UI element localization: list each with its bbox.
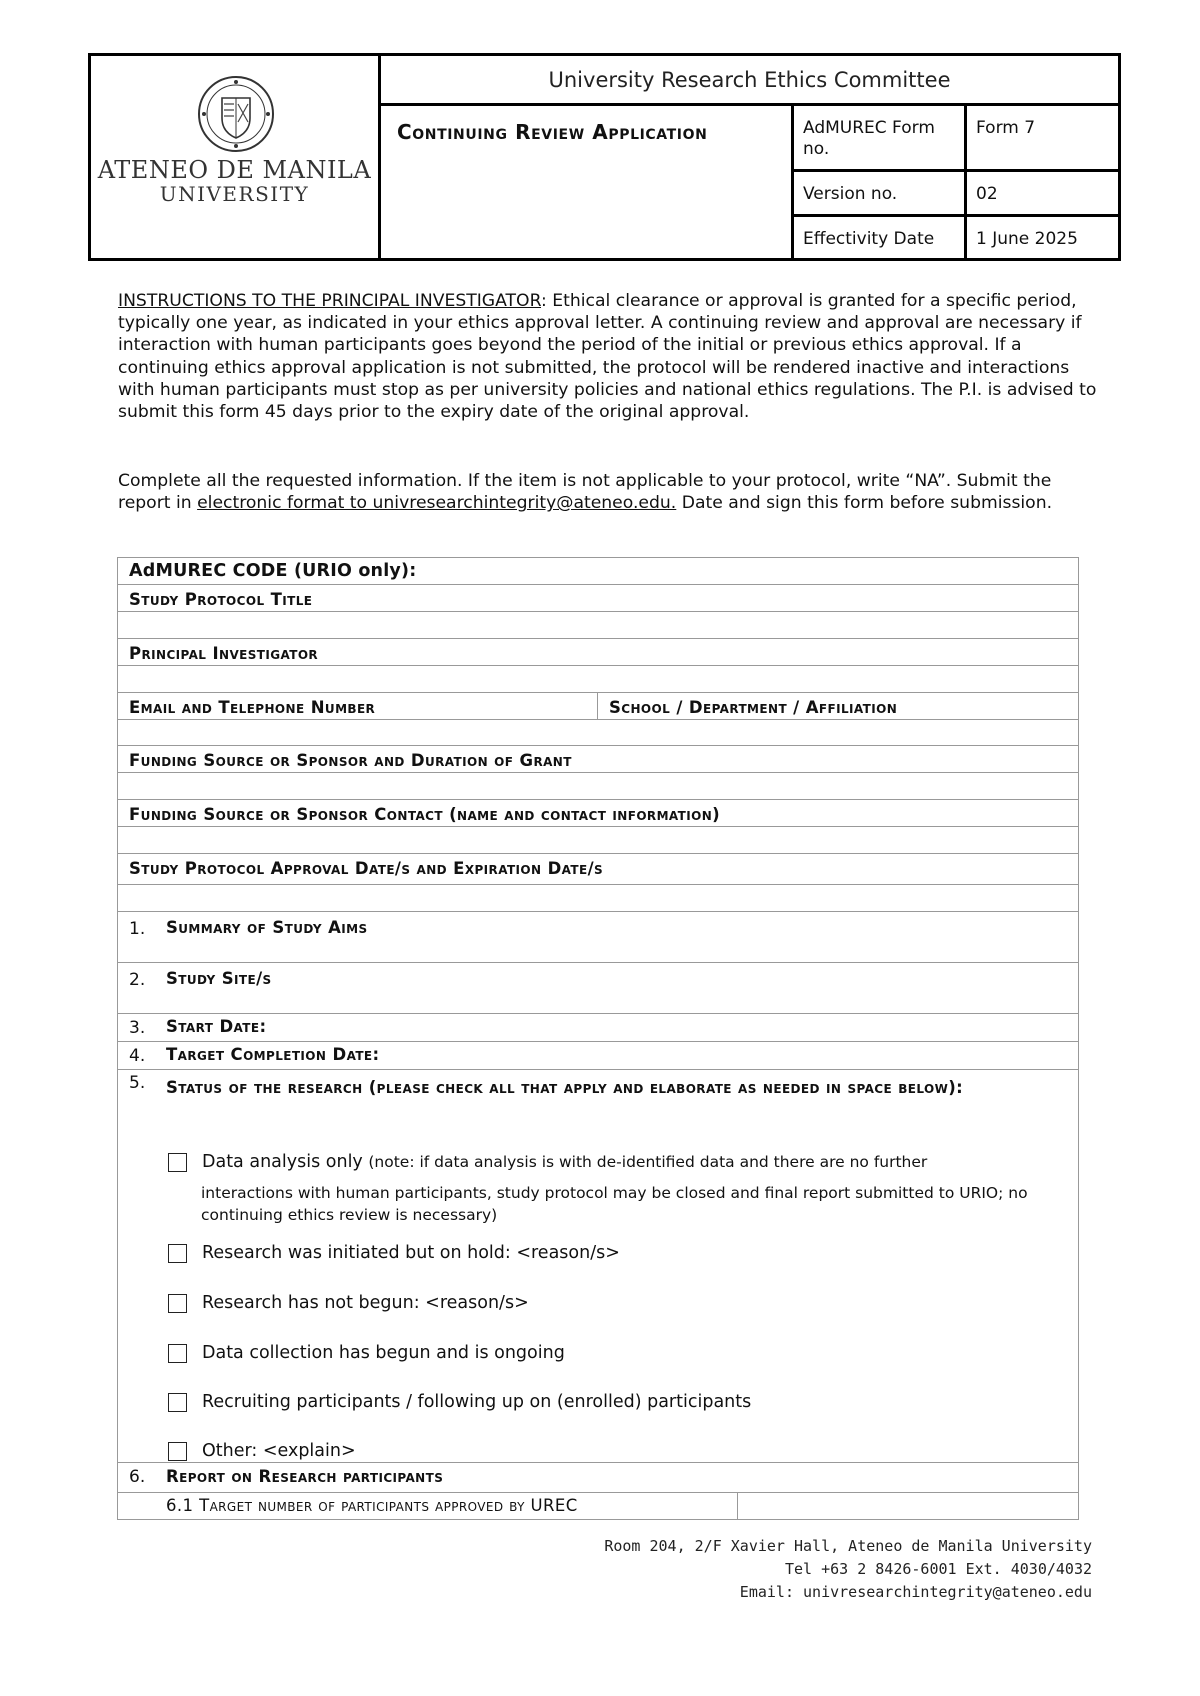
item-6-1-input[interactable] <box>738 1493 1078 1519</box>
university-subtitle: UNIVERSITY <box>159 182 310 206</box>
review-form-table <box>117 557 1079 1520</box>
submission-text-end: Date and sign this form before submission. <box>676 493 1053 514</box>
form-header <box>88 53 1121 261</box>
pi-input[interactable] <box>118 666 1078 693</box>
university-seal-icon <box>196 74 276 154</box>
form-no-label: AdMUREC Form no. <box>794 106 967 169</box>
footer-address: Room 204, 2/F Xavier Hall, Ateneo de Manila University <box>604 1537 1092 1555</box>
item-label: Summary of Study Aims <box>166 918 368 937</box>
effectivity-row <box>794 217 1118 258</box>
school-cell <box>598 693 1078 719</box>
checkbox[interactable] <box>168 1393 187 1412</box>
checkbox[interactable] <box>168 1244 187 1263</box>
admurec-code-label: AdMUREC CODE (URIO only): <box>129 561 417 581</box>
option-note-continued: interactions with human participants, study protocol may be closed and final report submitted to URIO; no continuing ethics review is necessary) <box>201 1184 1028 1224</box>
footer-telephone: Tel +63 2 8426-6001 Ext. 4030/4032 <box>784 1560 1092 1578</box>
committee-name: University Research Ethics Committee <box>381 56 1118 106</box>
item-number: 4. <box>129 1046 146 1066</box>
form-title: Continuing Review Application <box>397 120 708 144</box>
item-2-row[interactable] <box>118 963 1078 1014</box>
study-title-label-row <box>118 585 1078 612</box>
effectivity-label: Effectivity Date <box>794 217 967 258</box>
admurec-code-row[interactable] <box>118 558 1078 585</box>
option-on-hold[interactable] <box>168 1242 620 1264</box>
email-phone-label: Email and Telephone Number <box>129 698 376 717</box>
instructions-body: : Ethical clearance or approval is granted for a specific period, typically one year, as indicated in your ethics approval letter. A continuing review and approval are necessary if interaction with human participants goes beyond the period of the initial or previous ethics approval. If a continuing ethics approval application is not submitted, the protocol will be rendered inactive and interactions with human participants must stop as per university policies and national ethics regulations. The P.I. is advised to submit this form 45 days prior to the expiry date of the original approval. <box>118 291 1097 423</box>
checkbox[interactable] <box>168 1294 187 1313</box>
checkbox[interactable] <box>168 1344 187 1363</box>
contact-input[interactable] <box>118 720 1078 746</box>
item-label: Status of the research (please check all that apply and elaborate as needed in space below): <box>166 1078 964 1097</box>
item-number: 2. <box>129 970 146 990</box>
item-6-row <box>118 1463 1078 1493</box>
option-label: Research was initiated but on hold: <reason/s> <box>202 1243 620 1263</box>
instructions-heading: INSTRUCTIONS TO THE PRINCIPAL INVESTIGATOR <box>118 291 541 311</box>
study-title-input[interactable] <box>118 612 1078 639</box>
instructions-paragraph <box>118 290 1103 423</box>
option-other[interactable] <box>168 1440 356 1462</box>
version-value: 02 <box>976 184 998 204</box>
header-right <box>381 56 1118 258</box>
funding-contact-label-row <box>118 800 1078 827</box>
university-name: ATENEO DE MANILA <box>97 156 372 184</box>
form-meta-table <box>794 106 1118 258</box>
form-no-value: Form 7 <box>976 118 1036 138</box>
item-label: Report on Research participants <box>166 1467 444 1486</box>
header-lower <box>381 106 1118 258</box>
school-label: School / Department / Affiliation <box>609 698 898 717</box>
approval-dates-label: Study Protocol Approval Date/s and Expiration Date/s <box>129 859 604 878</box>
option-label: Data collection has begun and is ongoing <box>202 1343 565 1363</box>
item-label: Target Completion Date: <box>166 1045 380 1064</box>
item-6-1-label: 6.1 Target number of participants approved by UREC <box>166 1496 578 1515</box>
item-5-status-row <box>118 1070 1078 1463</box>
funding-label-row <box>118 746 1078 773</box>
item-1-row[interactable] <box>118 912 1078 963</box>
item-label: Study Site/s <box>166 969 272 988</box>
item-number: 5. <box>129 1073 146 1093</box>
item-number: 1. <box>129 919 146 939</box>
footer-contact <box>604 1535 1092 1604</box>
study-title-label: Study Protocol Title <box>129 590 313 609</box>
item-number: 6. <box>129 1467 146 1487</box>
checkbox[interactable] <box>168 1153 187 1172</box>
item-label: Start Date: <box>166 1017 267 1036</box>
email-phone-cell <box>118 693 598 719</box>
option-data-analysis[interactable] <box>168 1151 927 1173</box>
submission-paragraph <box>118 470 1103 514</box>
form-title-cell <box>381 106 794 258</box>
item-3-row[interactable] <box>118 1014 1078 1042</box>
footer-email: Email: univresearchintegrity@ateneo.edu <box>739 1583 1092 1601</box>
pi-label-row <box>118 639 1078 666</box>
approval-dates-input[interactable] <box>118 885 1078 912</box>
funding-contact-label: Funding Source or Sponsor Contact (name and contact information) <box>129 805 721 824</box>
option-ongoing[interactable] <box>168 1342 565 1364</box>
option-recruiting[interactable] <box>168 1391 751 1413</box>
funding-label: Funding Source or Sponsor and Duration of Grant <box>129 751 572 770</box>
effectivity-value: 1 June 2025 <box>976 229 1078 249</box>
item-number: 3. <box>129 1018 146 1038</box>
checkbox[interactable] <box>168 1442 187 1461</box>
submission-text: Complete all the requested information. If the item is not applicable to your protocol, write “NA”. Submit the report in <box>118 471 1052 514</box>
option-label: Research has not begun: <reason/s> <box>202 1293 529 1313</box>
pi-label: Principal Investigator <box>129 644 319 663</box>
approval-dates-label-row <box>118 854 1078 885</box>
funding-input[interactable] <box>118 773 1078 800</box>
submission-email-link[interactable]: electronic format to univresearchintegrity@ateneo.edu. <box>197 493 677 514</box>
option-not-begun[interactable] <box>168 1292 529 1314</box>
item-6-1-row <box>118 1493 1078 1520</box>
option-label: Recruiting participants / following up on (enrolled) participants <box>202 1392 752 1412</box>
version-label: Version no. <box>794 172 967 214</box>
item-6-1-label-cell <box>118 1493 738 1519</box>
funding-contact-input[interactable] <box>118 827 1078 854</box>
version-row <box>794 172 1118 217</box>
option-note: (note: if data analysis is with de-identified data and there are no further <box>368 1153 928 1171</box>
item-4-row[interactable] <box>118 1042 1078 1070</box>
option-label: Other: <explain> <box>202 1441 356 1461</box>
logo-cell <box>91 56 381 258</box>
option-label: Data analysis only <box>202 1152 363 1172</box>
contact-label-row <box>118 693 1078 720</box>
form-no-row <box>794 106 1118 172</box>
